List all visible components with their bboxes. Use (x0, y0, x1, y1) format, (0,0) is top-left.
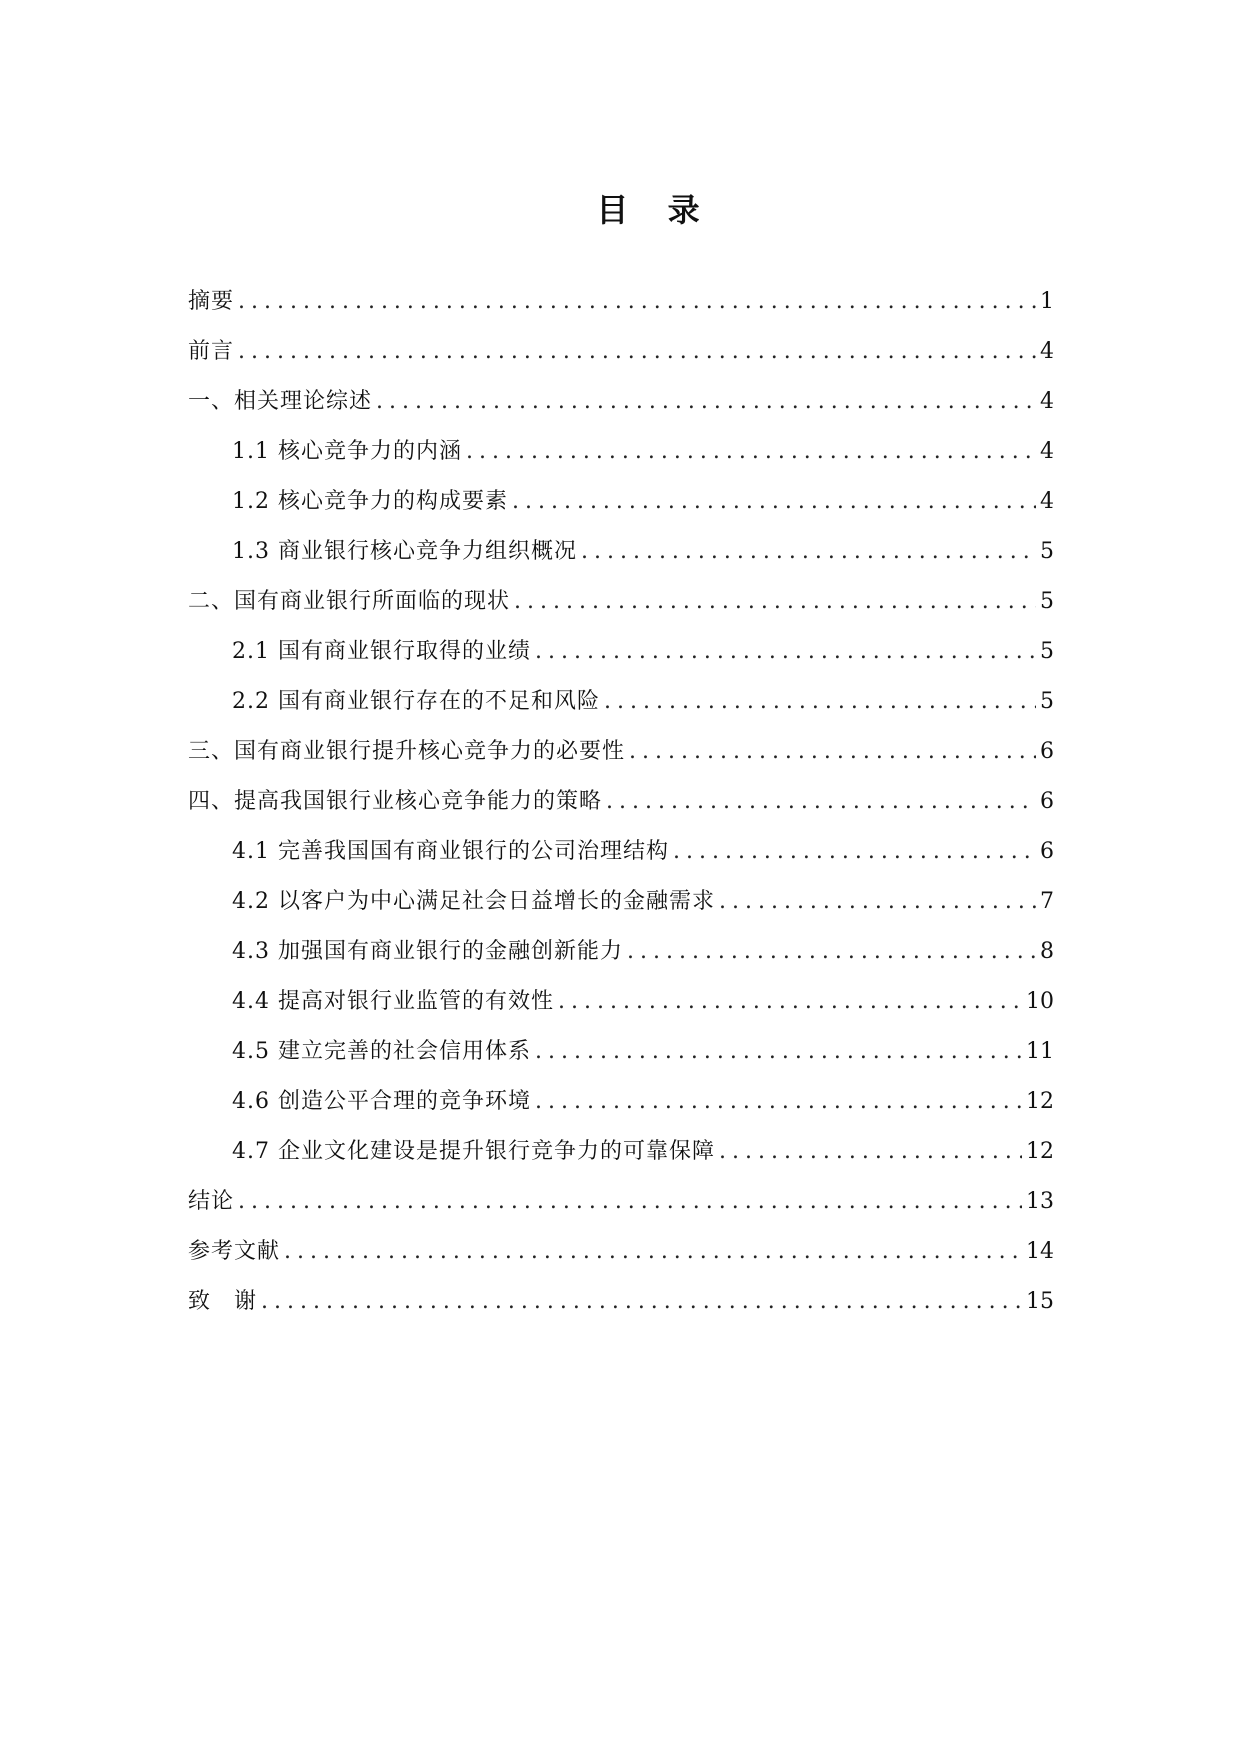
toc-entry-page-number: 7 (1040, 889, 1054, 914)
toc-entry[interactable] (188, 982, 1054, 1032)
toc-entry-page-number: 5 (1040, 539, 1054, 564)
toc-dot-leader (604, 682, 1036, 722)
toc-entry-label: 4.1 完善我国国有商业银行的公司治理结构 (232, 839, 669, 864)
toc-entry-label: 参考文献 (188, 1239, 281, 1264)
toc-entry[interactable] (188, 1182, 1054, 1232)
toc-entry-label: 4.5 建立完善的社会信用体系 (232, 1039, 531, 1064)
toc-entry-page-number: 8 (1040, 939, 1054, 964)
toc-entry[interactable] (188, 432, 1054, 482)
toc-dot-leader (466, 432, 1036, 472)
toc-entry[interactable] (188, 282, 1054, 332)
toc-dot-leader (376, 382, 1036, 422)
toc-entry[interactable] (188, 532, 1054, 582)
toc-entry-label: 2.1 国有商业银行取得的业绩 (232, 639, 531, 664)
toc-entry[interactable] (188, 1282, 1054, 1332)
toc-entry-label: 三、国有商业银行提升核心竞争力的必要性 (188, 739, 626, 764)
toc-entry-page-number: 13 (1026, 1189, 1054, 1214)
toc-entry-label: 四、提高我国银行业核心竞争能力的策略 (188, 789, 603, 814)
toc-entry-page-number: 4 (1040, 489, 1054, 514)
toc-entry-label: 1.1 核心竞争力的内涵 (232, 439, 462, 464)
toc-entry-page-number: 15 (1026, 1289, 1054, 1314)
toc-entry[interactable] (188, 782, 1054, 832)
toc-dot-leader (238, 332, 1036, 372)
toc-entry-page-number: 10 (1026, 989, 1054, 1014)
toc-entry-page-number: 1 (1040, 289, 1054, 314)
toc-entry-label: 二、国有商业银行所面临的现状 (188, 589, 511, 614)
toc-entry-page-number: 12 (1026, 1139, 1054, 1164)
toc-entry[interactable] (188, 632, 1054, 682)
toc-entry-label: 结论 (188, 1189, 235, 1214)
toc-entry[interactable] (188, 332, 1054, 382)
toc-entry-page-number: 5 (1040, 639, 1054, 664)
toc-dot-leader (238, 282, 1036, 322)
toc-entry-page-number: 12 (1026, 1089, 1054, 1114)
toc-entry[interactable] (188, 382, 1054, 432)
toc-entry-label: 摘要 (188, 289, 235, 314)
toc-entry-label: 4.4 提高对银行业监管的有效性 (232, 989, 554, 1014)
toc-entry-page-number: 11 (1026, 1039, 1054, 1064)
toc-dot-leader (535, 632, 1036, 672)
toc-entry-label: 4.6 创造公平合理的竞争环境 (232, 1089, 531, 1114)
toc-entry-label: 1.2 核心竞争力的构成要素 (232, 489, 508, 514)
toc-dot-leader (535, 1082, 1022, 1122)
toc-dot-leader (627, 932, 1036, 972)
toc-entry[interactable] (188, 1132, 1054, 1182)
toc-dot-leader (238, 1182, 1022, 1222)
toc-entry-page-number: 4 (1040, 389, 1054, 414)
toc-dot-leader (261, 1282, 1022, 1322)
toc-dot-leader (581, 532, 1036, 572)
toc-dot-leader (719, 1132, 1022, 1172)
toc-dot-leader (606, 782, 1036, 822)
toc-dot-leader (284, 1232, 1022, 1272)
toc-list (188, 282, 1054, 1332)
toc-dot-leader (673, 832, 1036, 872)
toc-entry-label: 致 谢 (188, 1289, 258, 1314)
toc-entry[interactable] (188, 732, 1054, 782)
toc-entry-label: 4.7 企业文化建设是提升银行竞争力的可靠保障 (232, 1139, 715, 1164)
toc-entry-label: 2.2 国有商业银行存在的不足和风险 (232, 689, 600, 714)
toc-title: 目 录 (596, 191, 714, 229)
toc-entry[interactable] (188, 482, 1054, 532)
toc-entry[interactable] (188, 682, 1054, 732)
toc-entry-label: 4.3 加强国有商业银行的金融创新能力 (232, 939, 623, 964)
toc-entry-page-number: 4 (1040, 439, 1054, 464)
toc-entry[interactable] (188, 882, 1054, 932)
toc-entry-label: 4.2 以客户为中心满足社会日益增长的金融需求 (232, 889, 715, 914)
toc-entry-label: 前言 (188, 339, 235, 364)
toc-entry[interactable] (188, 582, 1054, 632)
toc-entry-page-number: 4 (1040, 339, 1054, 364)
toc-dot-leader (629, 732, 1036, 772)
toc-entry-page-number: 5 (1040, 689, 1054, 714)
toc-entry-label: 1.3 商业银行核心竞争力组织概况 (232, 539, 577, 564)
toc-dot-leader (514, 582, 1036, 622)
toc-dot-leader (512, 482, 1036, 522)
toc-entry[interactable] (188, 1032, 1054, 1082)
toc-entry[interactable] (188, 1082, 1054, 1132)
toc-entry-page-number: 5 (1040, 589, 1054, 614)
toc-entry[interactable] (188, 832, 1054, 882)
toc-dot-leader (719, 882, 1036, 922)
toc-dot-leader (558, 982, 1022, 1022)
toc-entry[interactable] (188, 1232, 1054, 1282)
toc-dot-leader (535, 1032, 1022, 1072)
toc-entry-page-number: 14 (1026, 1239, 1054, 1264)
toc-entry[interactable] (188, 932, 1054, 982)
toc-entry-label: 一、相关理论综述 (188, 389, 373, 414)
toc-entry-page-number: 6 (1040, 739, 1054, 764)
toc-entry-page-number: 6 (1040, 839, 1054, 864)
toc-entry-page-number: 6 (1040, 789, 1054, 814)
